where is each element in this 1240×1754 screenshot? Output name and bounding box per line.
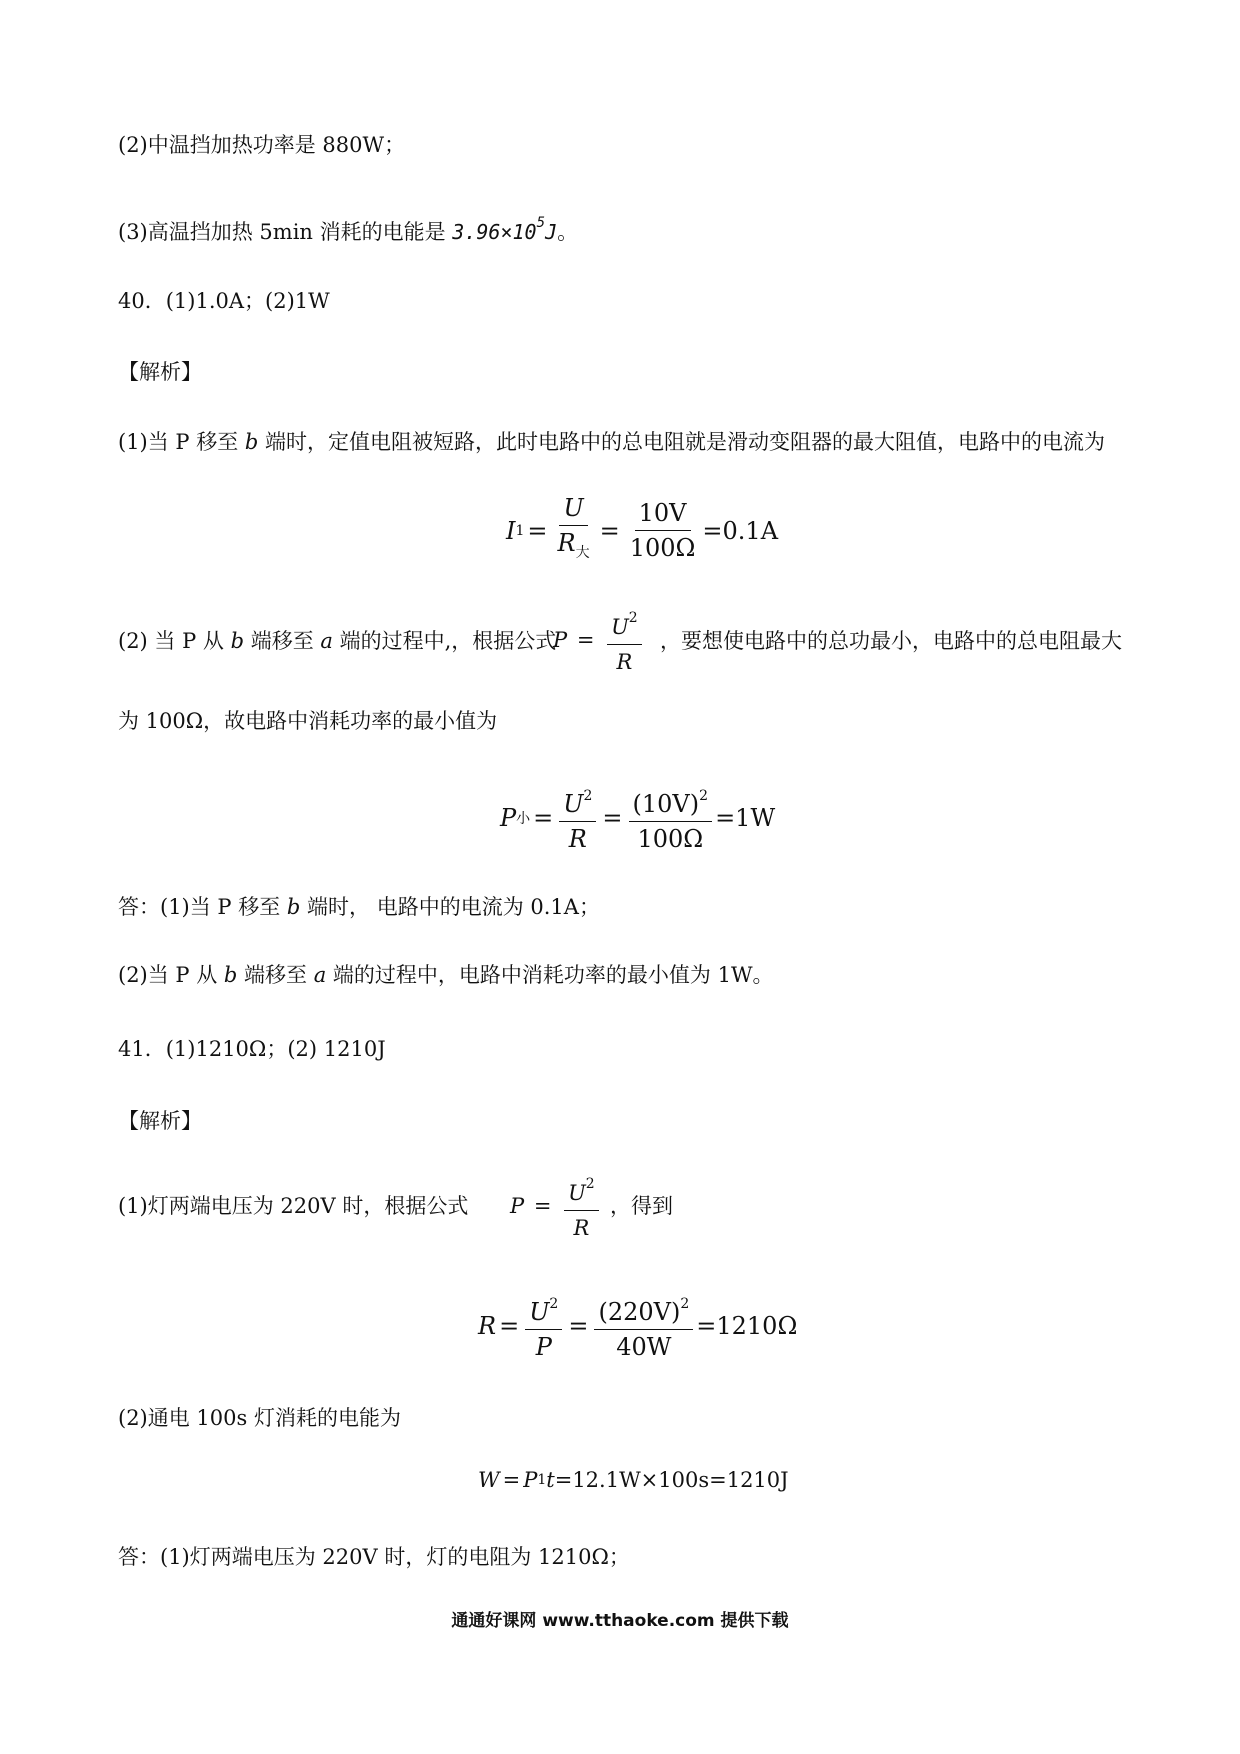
analysis-heading-2: 【解析】: [118, 1109, 202, 1133]
answer-40-line-1: 答：(1)当 P 移至 b 端时， 电路中的电流为 0.1A；: [118, 895, 600, 919]
answer-line-2: (2)中温挡加热功率是 880W；: [118, 133, 406, 157]
answer-text: (3)高温挡加热 5min 消耗的电能是: [118, 220, 453, 244]
equation-current: I 1 = $\frac{U}{R_大}$ = $\frac{10V}{100\Omega}$ =0.1A: [506, 494, 778, 567]
analysis-paragraph-3: 为 100Ω，故电路中消耗功率的最小值为: [118, 709, 498, 733]
fraction-u-over-r: $\frac{U}{R_大}$: [557, 494, 590, 561]
equation-min-power: P 小 = $\frac{U^2}{R}$ = $\frac{(10V)^2}{100\Omega}$ =1W: [500, 782, 775, 853]
analysis-paragraph-4-tail: ，得到: [610, 1194, 673, 1218]
result: =0.1A: [702, 516, 779, 545]
answer-41-line-1: 答：(1)灯两端电压为 220V 时，灯的电阻为 1210Ω；: [118, 1545, 630, 1569]
question-40-answer: 40．(1)1.0A；(2)1W: [118, 289, 330, 313]
analysis-paragraph-4: (1)灯两端电压为 220V 时，根据公式: [118, 1194, 469, 1218]
handwritten-value: $3.96\times 10^5J$: [452, 215, 558, 244]
analysis-paragraph-2-tail: ，要想使电路中的总功最小，电路中的总电阻最大: [660, 629, 1122, 653]
inline-formula-power-2: P = $\frac{U^2}{R}$: [510, 1170, 602, 1242]
analysis-heading: 【解析】: [118, 360, 202, 384]
analysis-paragraph-2: (2) 当 P 从 b 端移至 a 端的过程中,，根据公式: [118, 629, 557, 653]
equation-energy: W = P 1 t =12.1W×100s=1210J: [478, 1468, 789, 1492]
analysis-paragraph-5: (2)通电 100s 灯消耗的电能为: [118, 1406, 401, 1430]
fraction-values: $\frac{10V}{100\Omega}$: [629, 499, 696, 562]
analysis-paragraph-1: (1)当 P 移至 b 端时，定值电阻被短路，此时电路中的总电阻就是滑动变阻器的最大阻值，电路中的电流为: [118, 430, 1106, 454]
footer-source: 通通好课网 www.tthaoke.com 提供下载: [451, 1611, 789, 1631]
inline-formula-power: P = $\frac{U^2}{R}$: [553, 604, 645, 676]
period: 。: [557, 220, 579, 244]
answer-40-line-2: (2)当 P 从 b 端移至 a 端的过程中，电路中消耗功率的最小值为 1W。: [118, 963, 774, 987]
equation-resistance: R = $\frac{U^2}{P}$ = $\frac{(220V)^2}{40W}$ =1210Ω: [478, 1290, 797, 1361]
answer-line-3: [118, 210, 578, 245]
symbol-i: I: [506, 516, 516, 545]
question-41-answer: 41．(1)1210Ω；(2) 1210J: [118, 1037, 386, 1061]
